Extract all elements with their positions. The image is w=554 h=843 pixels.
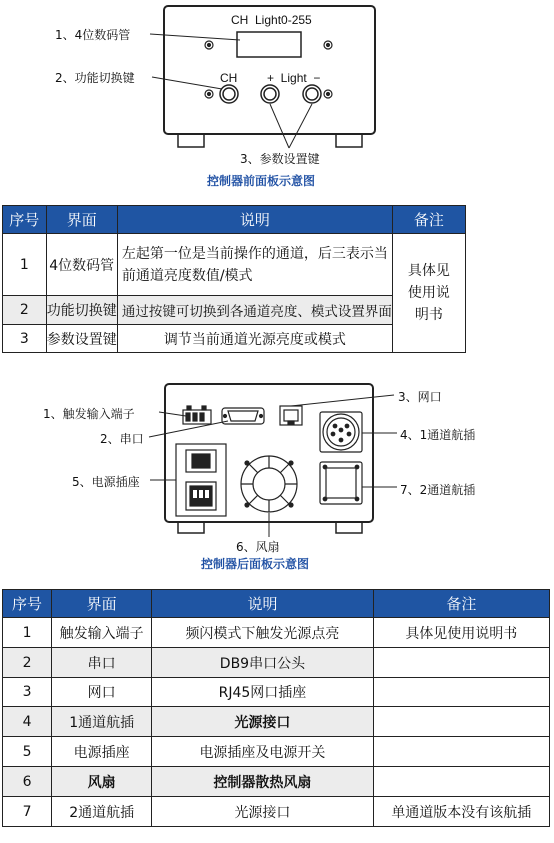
front-foot-left xyxy=(178,133,204,147)
col-header-name: 界面 xyxy=(52,590,152,618)
callout-network: 3、网口 xyxy=(398,390,442,404)
row-name: 网口 xyxy=(52,678,152,707)
row-no: 2 xyxy=(3,296,47,325)
row-note xyxy=(373,707,549,737)
table-row xyxy=(3,618,550,648)
front-caption: 控制器前面板示意图 xyxy=(207,174,316,188)
table-row xyxy=(3,737,550,767)
callout-fan: 6、风扇 xyxy=(236,540,280,554)
row-name: 电源插座 xyxy=(52,737,152,767)
row-no: 2 xyxy=(3,648,52,678)
row-note xyxy=(373,767,549,797)
table-row xyxy=(3,678,550,707)
back-caption: 控制器后面板示意图 xyxy=(201,557,310,571)
row-note xyxy=(373,648,549,678)
front-foot-right xyxy=(336,133,362,147)
col-header-note: 备注 xyxy=(392,206,465,234)
row-no: 3 xyxy=(3,678,52,707)
col-header-name: 界面 xyxy=(46,206,117,234)
table-row xyxy=(3,707,550,737)
row-note: 单通道版本没有该航插 xyxy=(373,797,549,827)
network-port xyxy=(280,406,302,425)
callout-ch2: 7、2通道航插 xyxy=(400,483,476,497)
light-plus-button xyxy=(261,85,279,103)
power-socket xyxy=(176,444,226,516)
table-row xyxy=(3,797,550,827)
table-row xyxy=(3,767,550,797)
callout-power: 5、电源插座 xyxy=(72,475,140,489)
display-label: CH Light0-255 xyxy=(231,13,312,27)
ch-label: CH xyxy=(220,71,238,85)
col-header-no: 序号 xyxy=(3,590,52,618)
row-note: 具体见使用说明书 xyxy=(392,234,465,353)
row-note xyxy=(373,678,549,707)
row-desc: 电源插座及电源开关 xyxy=(152,737,373,767)
row-name: 触发输入端子 xyxy=(52,618,152,648)
row-desc: 光源接口 xyxy=(152,797,373,827)
callout-function-key: 2、功能切换键 xyxy=(55,71,135,85)
row-note xyxy=(373,737,549,767)
row-desc: 通过按键可切换到各通道亮度、模式设置界面 xyxy=(117,296,392,325)
light-minus-button xyxy=(303,85,321,103)
callout-serial: 2、串口 xyxy=(100,432,144,446)
row-name: 参数设置键 xyxy=(46,325,117,353)
row-no: 7 xyxy=(3,797,52,827)
table-row xyxy=(3,234,466,296)
digit-display xyxy=(237,32,301,57)
ch2-aviation-connector xyxy=(320,462,362,504)
row-no: 1 xyxy=(3,234,47,296)
col-header-note: 备注 xyxy=(373,590,549,618)
row-desc: 光源接口 xyxy=(152,707,373,737)
row-no: 3 xyxy=(3,325,47,353)
fan-icon xyxy=(241,456,297,512)
row-desc: 调节当前通道光源亮度或模式 xyxy=(117,325,392,353)
callout-ch1: 4、1通道航插 xyxy=(400,428,476,442)
row-name: 1通道航插 xyxy=(52,707,152,737)
row-name: 风扇 xyxy=(52,767,152,797)
row-name: 4位数码管 xyxy=(46,234,117,296)
row-name: 功能切换键 xyxy=(46,296,117,325)
row-name: 2通道航插 xyxy=(52,797,152,827)
table-row xyxy=(3,648,550,678)
row-desc: 频闪模式下触发光源点亮 xyxy=(152,618,373,648)
ch1-aviation-connector xyxy=(320,412,362,452)
back-panel-table xyxy=(2,589,550,827)
back-panel-diagram xyxy=(0,376,554,546)
row-name: 串口 xyxy=(52,648,152,678)
row-no: 4 xyxy=(3,707,52,737)
front-panel-table xyxy=(2,205,466,353)
light-label: + Light − xyxy=(267,71,321,85)
col-header-desc: 说明 xyxy=(152,590,373,618)
serial-port xyxy=(222,408,264,424)
row-no: 5 xyxy=(3,737,52,767)
row-note: 具体见使用说明书 xyxy=(373,618,549,648)
callout-param-key: 3、参数设置键 xyxy=(240,152,320,166)
row-desc: DB9串口公头 xyxy=(152,648,373,678)
callout-display: 1、4位数码管 xyxy=(55,28,131,42)
col-header-no: 序号 xyxy=(3,206,47,234)
callout-trigger: 1、触发输入端子 xyxy=(43,407,135,421)
row-desc: 左起第一位是当前操作的通道，后三表示当前通道亮度数值/模式 xyxy=(117,234,392,296)
ch-button xyxy=(220,85,238,103)
row-desc: 控制器散热风扇 xyxy=(152,767,373,797)
col-header-desc: 说明 xyxy=(117,206,392,234)
row-no: 6 xyxy=(3,767,52,797)
row-no: 1 xyxy=(3,618,52,648)
row-desc: RJ45网口插座 xyxy=(152,678,373,707)
